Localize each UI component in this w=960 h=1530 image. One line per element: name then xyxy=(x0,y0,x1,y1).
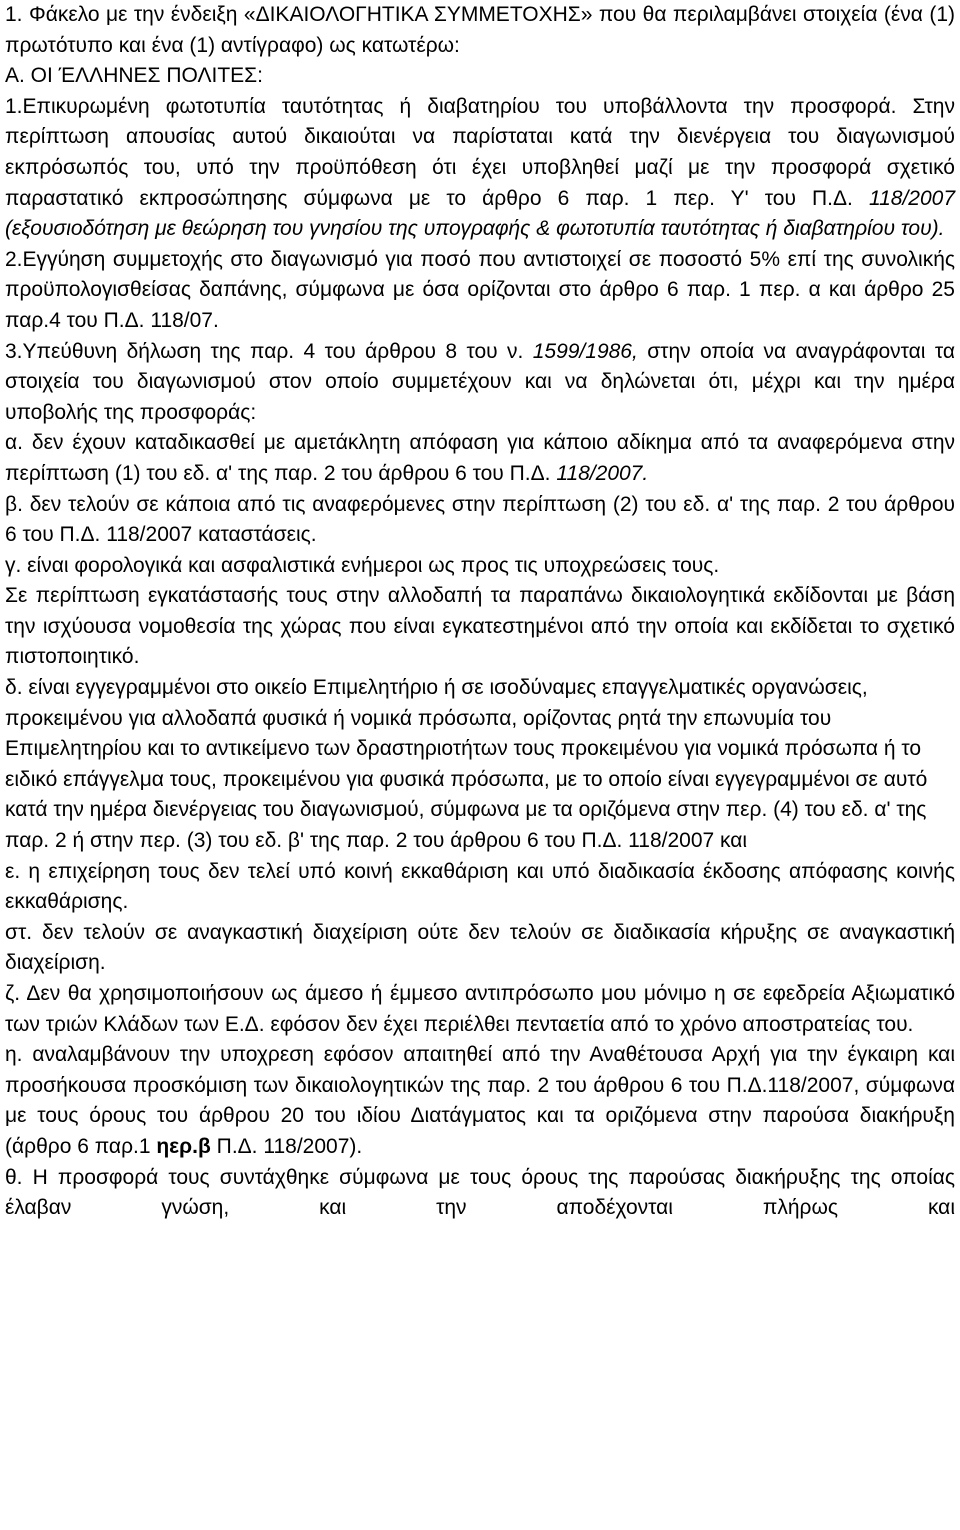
section-a-heading: Α. ΟΙ ΈΛΛΗΝΕΣ ΠΟΛΙΤΕΣ: xyxy=(5,64,263,88)
subitem-c-paragraph: γ. είναι φορολογικά και ασφαλιστικά ενήμεροι ως προς τις υποχρεώσεις τους. xyxy=(5,553,720,577)
item-1-reference: 118/2007 (εξουσιοδότηση με θεώρηση του γνησίου της υπογραφής & φωτοτυπία ταυτότητας ή διαβατηρίου του). xyxy=(5,186,955,241)
item-1-text: 1.Επικυρωμένη φωτοτυπία ταυτότητας ή διαβατηρίου του υποβάλλοντα την προσφορά. Στην περίπτωση απουσίας αυτού δικαιούται να παρίσταται κατά την διενέργεια του διαγωνισμού εκπρόσωπός του, υπό την προϋπόθεση ότι έχει υποβληθεί μαζί με την προσφορά σχετικό παραστατικό εκπροσώπησης σύμφωνα με το άρθρο 6 παρ. 1 περ. Υ' του Π.Δ. xyxy=(5,94,955,210)
intro-lead: 1. Φάκελο με την ένδειξη «ΔΙΚΑΙΟΛΟΓΗΤΙΚΑ ΣΥΜΜΕΤΟΧΗΣ» που θα περιλαμβάνει στοιχεία (ένα (1) πρωτότυπο και ένα (1) αντίγραφο) ως κατωτέρω: xyxy=(5,3,955,57)
subitem-h-text: η. αναλαμβάνουν την υποχρεση εφόσον απαιτηθεί από την Αναθέτουσα Αρχή για την έγκαιρη και προσήκουσα προσκόμιση των δικαιολογητικών της παρ. 2 του άρθρου 6 του Π.Δ.118/2007, σύμφωνα με τους όρους του άρθρου 20 του ιδίου Διατάγματος και τα οριζόμενα στην παρούσα διακήρυξη (άρθρο 6 παρ.1 xyxy=(5,1043,955,1158)
subitem-e-paragraph: ε. η επιχείρηση τους δεν τελεί υπό κοινή εκκαθάριση και υπό διαδικασία έκδοσης απόφασης κοινής εκκαθάρισης. xyxy=(5,859,955,914)
intro-paragraph xyxy=(5,0,955,61)
subitem-c-foreign-paragraph: Σε περίπτωση εγκατάστασής τους στην αλλοδαπή τα παραπάνω δικαιολογητικά εκδίδονται με βάση την ισχύουσα νομοθεσία της χώρας που είναι εγκατεστημένοι από την οποία και εκδίδεται το σχετικό πιστοποιητικό. xyxy=(5,584,955,669)
subitem-z-paragraph: ζ. Δεν θα χρησιμοποιήσουν ως άμεσο ή έμμεσο αντιπρόσωπο μου μόνιμο η σε εφεδρεία Αξιωματικό των τριών Κλάδων των Ε.Δ. εφόσον δεν έχει περιέλθει πενταετία από το χρόνο αποστρατείας του. xyxy=(5,982,955,1036)
subitem-th-paragraph: θ. Η προσφορά τους συντάχθηκε σύμφωνα με τους όρους της παρούσας διακήρυξης της οποίας έλαβαν γνώση, και την αποδέχονται πλήρως και xyxy=(5,1165,955,1220)
item-2-paragraph: 2.Εγγύηση συμμετοχής στο διαγωνισμό για ποσό που αντιστοιχεί σε ποσοστό 5% επί της συνολικής προϋπολογισθείσας δαπάνης, σύμφωνα με όσα ορίζονται στο άρθρο 6 παρ. 1 περ. α και άρθρο 25 παρ.4 του Π.Δ. 118/07. xyxy=(5,247,955,332)
subitem-h-bold-reference: ηερ.β xyxy=(156,1134,211,1158)
subitem-st-paragraph: στ. δεν τελούν σε αναγκαστική διαχείριση ούτε δεν τελούν σε διαδικασία κήρυξης σε αναγκαστική διαχείριση. xyxy=(5,920,955,975)
subitem-a-paragraph xyxy=(5,428,955,489)
subitem-a-reference: 118/2007. xyxy=(556,461,649,485)
subitem-h-end: Π.Δ. 118/2007). xyxy=(210,1134,363,1158)
item-1-paragraph xyxy=(5,92,955,245)
item-3-paragraph xyxy=(5,337,955,429)
subitem-d-paragraph: δ. είναι εγγεγραμμένοι στο οικείο Επιμελητήριο ή σε ισοδύναμες επαγγελματικές οργανώσεις, προκειμένου για αλλοδαπά φυσικά ή νομικά πρόσωπα, ορίζοντας ρητά την επωνυμία του Επιμελητηρίου και το αντικείμενο των δραστηριοτήτων τους προκειμένου για νομικά πρόσωπα ή το ειδικό επάγγελμα τους, προκειμένου για φυσικά πρόσωπα, με το οποίο είναι εγγεγραμμένοι σε αυτό κατά την ημέρα διενέργειας του διαγωνισμού, σύμφωνα με τα οριζόμενα στην περ. (4) του εδ. α' της παρ. 2 ή στην περ. (3) του εδ. β' της παρ. 2 του άρθρου 6 του Π.Δ. 118/2007 και xyxy=(5,676,928,853)
subitem-b-paragraph: β. δεν τελούν σε κάποια από τις αναφερόμενες στην περίπτωση (2) του εδ. α' της παρ. 2 του άρθρου 6 του Π.Δ. 118/2007 καταστάσεις. xyxy=(5,492,955,547)
subitem-h-paragraph xyxy=(5,1040,955,1162)
item-3-text: 3.Υπεύθυνη δήλωση της παρ. 4 του άρθρου 8 του ν. xyxy=(5,339,533,363)
item-3-law-reference: 1599/1986, xyxy=(532,339,638,363)
item-3-continuation: στην οποία να αναγράφονται τα στοιχεία του διαγωνισμού στον οποίο συμμετέχουν και να δηλώνεται ότι, μέχρι και την ημέρα υποβολής της προσφοράς: xyxy=(5,339,955,424)
subitem-a-text: α. δεν έχουν καταδικασθεί με αμετάκλητη απόφαση για κάποιο αδίκημα από τα αναφερόμενα στην περίπτωση (1) του εδ. α' της παρ. 2 του άρθρου 6 του Π.Δ. xyxy=(5,431,955,485)
